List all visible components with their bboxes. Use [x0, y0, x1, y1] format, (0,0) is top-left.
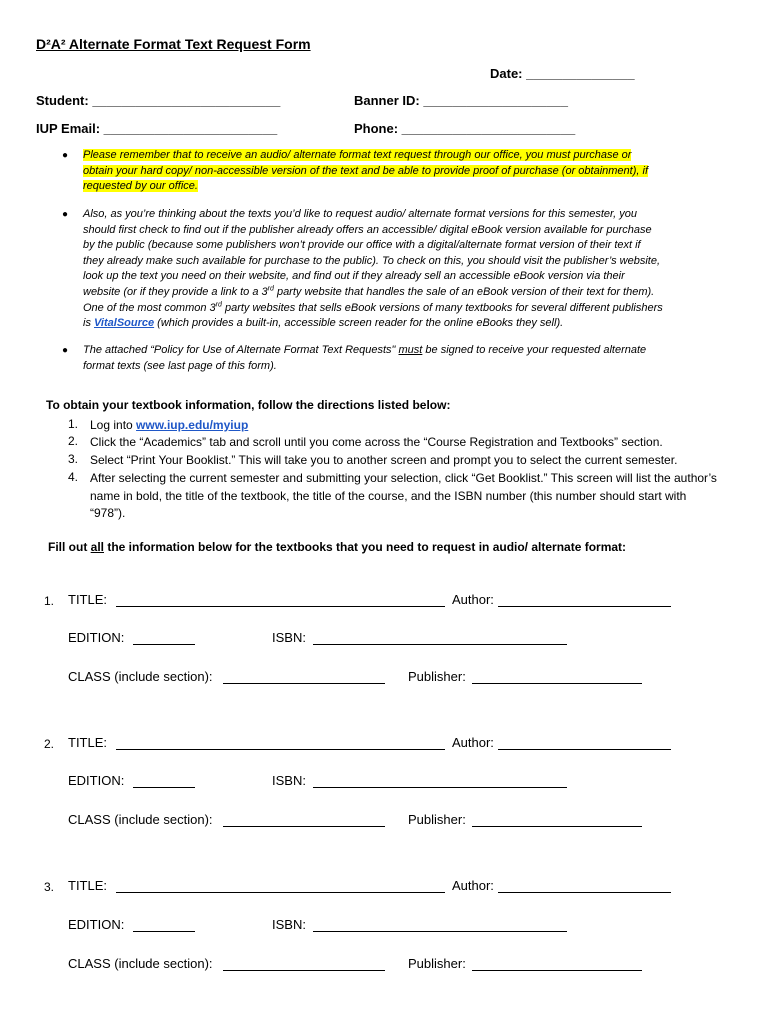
author-input[interactable] [498, 749, 671, 750]
step-number: 1. [68, 417, 79, 431]
notice-line: format texts (see last page of this form). [83, 359, 277, 372]
isbn-label: ISBN: [272, 917, 306, 932]
publisher-label: Publisher: [408, 669, 466, 684]
bullet-icon: ● [62, 345, 69, 356]
edition-input[interactable] [133, 931, 195, 932]
step-3: Select “Print Your Booklist.” This will take you to another screen and prompt you to select the current semester. [90, 453, 678, 467]
title-input[interactable] [116, 606, 445, 607]
student-field[interactable]: Student: __________________________ [36, 93, 281, 108]
class-label: CLASS (include section): [68, 956, 213, 971]
class-input[interactable] [223, 970, 385, 971]
instruction-text: all [90, 540, 104, 554]
class-label: CLASS (include section): [68, 812, 213, 827]
step-text: name in bold, the title of the textbook, the title of the course, and the ISBN number (this number should start with [90, 488, 687, 503]
notice-line: Also, as you’re thinking about the texts you’d like to request audio/ alternate format versions for this semester, you [83, 208, 637, 220]
step-text: Log into [90, 418, 137, 432]
title-label: TITLE: [68, 878, 108, 893]
notice-line: they already make such available for purchase to the public). To check on this, you should visit the publisher’s website, [83, 254, 661, 267]
notice-text: The attached “Policy for Use of Alternate Format Text Requests" [83, 344, 399, 356]
policy-notice [83, 343, 753, 374]
instruction-text: the information below for the textbooks that you need to request in audio/ alternate format: [104, 540, 627, 554]
notice-text: party website that handles the sale of an eBook version of their text for them). [273, 285, 655, 298]
publisher-input[interactable] [472, 683, 642, 684]
title-label: TITLE: [68, 735, 108, 750]
step-text: “978”). [90, 506, 126, 520]
edition-input[interactable] [133, 787, 195, 788]
notice-text: be signed to receive your requested alternate [422, 344, 647, 356]
notice-line: look up the text you need on their website, and find out if they already sell an accessible eBook version via their [83, 270, 625, 283]
book-number: 2. [44, 737, 55, 751]
superscript: rd [215, 300, 222, 308]
bullet-icon: ● [62, 209, 69, 220]
edition-label: EDITION: [68, 773, 125, 788]
author-input[interactable] [498, 892, 671, 893]
edition-input[interactable] [133, 644, 195, 645]
isbn-label: ISBN: [272, 630, 306, 645]
step-number: 3. [68, 452, 79, 466]
fill-instruction [48, 540, 626, 554]
notice-text: One of the most common 3 [83, 301, 216, 314]
step-2: Click the “Academics” tab and scroll until you come across the “Course Registration and Textbooks” section. [90, 435, 663, 449]
notice-line: should first check to find out if the publisher already offers an accessible/ digital eBook version available for purchase [83, 223, 652, 236]
notice-text: party websites that sells eBook versions of many textbooks for several different publishers [221, 301, 663, 314]
title-label: TITLE: [68, 592, 108, 607]
isbn-input[interactable] [313, 787, 567, 788]
step-1 [90, 417, 248, 435]
iup-email-field[interactable]: IUP Email: ________________________ [36, 121, 278, 136]
bullet-icon: ● [62, 150, 69, 161]
ebook-notice [83, 207, 753, 332]
notice-text: website (or if they provide a link to a 3 [83, 285, 268, 298]
notice-text: is [83, 317, 94, 330]
notice-line: by the public (because some publishers won’t provide our office with a digital/alternate format version of their text if [83, 239, 641, 252]
isbn-input[interactable] [313, 644, 567, 645]
purchase-notice [83, 148, 753, 195]
title-input[interactable] [116, 892, 445, 893]
publisher-input[interactable] [472, 826, 642, 827]
notice-text: must [398, 344, 423, 356]
page-title: D²A² Alternate Format Text Request Form [36, 36, 311, 52]
step-text: After selecting the current semester and submitting your selection, click “Get Booklist.” This screen will list the author’s [90, 471, 717, 485]
publisher-input[interactable] [472, 970, 642, 971]
banner-id-field[interactable]: Banner ID: ____________________ [354, 93, 568, 108]
isbn-label: ISBN: [272, 773, 306, 788]
isbn-input[interactable] [313, 931, 567, 932]
author-label: Author: [452, 592, 494, 607]
edition-label: EDITION: [68, 630, 125, 645]
book-number: 3. [44, 880, 55, 894]
edition-label: EDITION: [68, 917, 125, 932]
author-label: Author: [452, 878, 494, 893]
publisher-label: Publisher: [408, 956, 466, 971]
publisher-label: Publisher: [408, 812, 466, 827]
instruction-text: Fill out [48, 540, 91, 554]
superscript: rd [267, 285, 274, 293]
step-number: 2. [68, 434, 79, 448]
step-4 [90, 470, 717, 523]
class-input[interactable] [223, 683, 385, 684]
date-field[interactable]: Date: _______________ [490, 66, 635, 81]
author-label: Author: [452, 735, 494, 750]
directions-heading: To obtain your textbook information, follow the directions listed below: [46, 398, 451, 412]
notice-line: Please remember that to receive an audio/ alternate format text request through our office, you must purchase or [83, 149, 632, 161]
book-number: 1. [44, 594, 55, 608]
vitalsource-link[interactable]: VitalSource [94, 317, 155, 330]
author-input[interactable] [498, 606, 671, 607]
step-number: 4. [68, 470, 79, 484]
class-input[interactable] [223, 826, 385, 827]
phone-field[interactable]: Phone: ________________________ [354, 121, 576, 136]
notice-line: obtain your hard copy/ non-accessible version of the text and be able to provide proof of purchase (or obtainment), if [83, 164, 648, 177]
myiup-link[interactable]: www.iup.edu/myiup [136, 418, 249, 432]
title-input[interactable] [116, 749, 445, 750]
notice-line: requested by our office. [83, 180, 198, 193]
notice-text: (which provides a built-in, accessible screen reader for the online eBooks they sell). [154, 317, 564, 330]
class-label: CLASS (include section): [68, 669, 213, 684]
